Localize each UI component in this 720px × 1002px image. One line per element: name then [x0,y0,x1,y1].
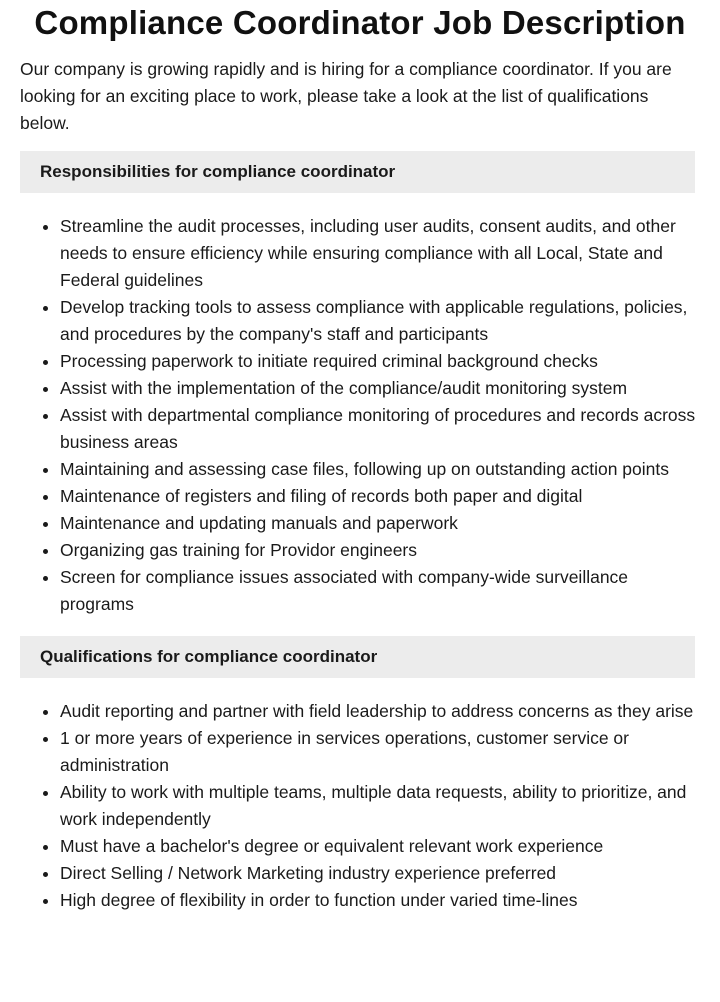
list-item: • Assist with departmental compliance monitoring of procedures and records across business areas [60,402,700,456]
qualifications-list [0,698,700,914]
page-title: Compliance Coordinator Job Description [34,4,686,41]
responsibilities-list [0,213,700,618]
list-item: • Organizing gas training for Providor engineers [60,537,700,564]
list-item: • Maintaining and assessing case files, following up on outstanding action points [60,456,700,483]
responsibilities-heading: Responsibilities for compliance coordinator [20,151,695,193]
list-item: • Processing paperwork to initiate required criminal background checks [60,348,700,375]
list-item: • Screen for compliance issues associated with company-wide surveillance programs [60,564,700,618]
intro-paragraph: Our company is growing rapidly and is hiring for a compliance coordinator. If you are looking for an exciting place to work, please take a look at the list of qualifications below. [20,59,672,133]
list-item: • Maintenance of registers and filing of records both paper and digital [60,483,700,510]
list-item: • Maintenance and updating manuals and paperwork [60,510,700,537]
list-item: • Direct Selling / Network Marketing industry experience preferred [60,860,700,887]
list-item: • Streamline the audit processes, including user audits, consent audits, and other needs to ensure efficiency while ensuring compliance with all Local, State and Federal guidelines [60,213,700,294]
list-item: • Must have a bachelor's degree or equivalent relevant work experience [60,833,700,860]
list-item: • Audit reporting and partner with field leadership to address concerns as they arise [60,698,700,725]
list-item: • 1 or more years of experience in services operations, customer service or administration [60,725,700,779]
list-item: • Assist with the implementation of the compliance/audit monitoring system [60,375,700,402]
list-item: • Ability to work with multiple teams, multiple data requests, ability to prioritize, and work independently [60,779,700,833]
qualifications-heading: Qualifications for compliance coordinator [20,636,695,678]
list-item: • High degree of flexibility in order to function under varied time-lines [60,887,700,914]
list-item: • Develop tracking tools to assess compliance with applicable regulations, policies, and procedures by the company's staff and participants [60,294,700,348]
